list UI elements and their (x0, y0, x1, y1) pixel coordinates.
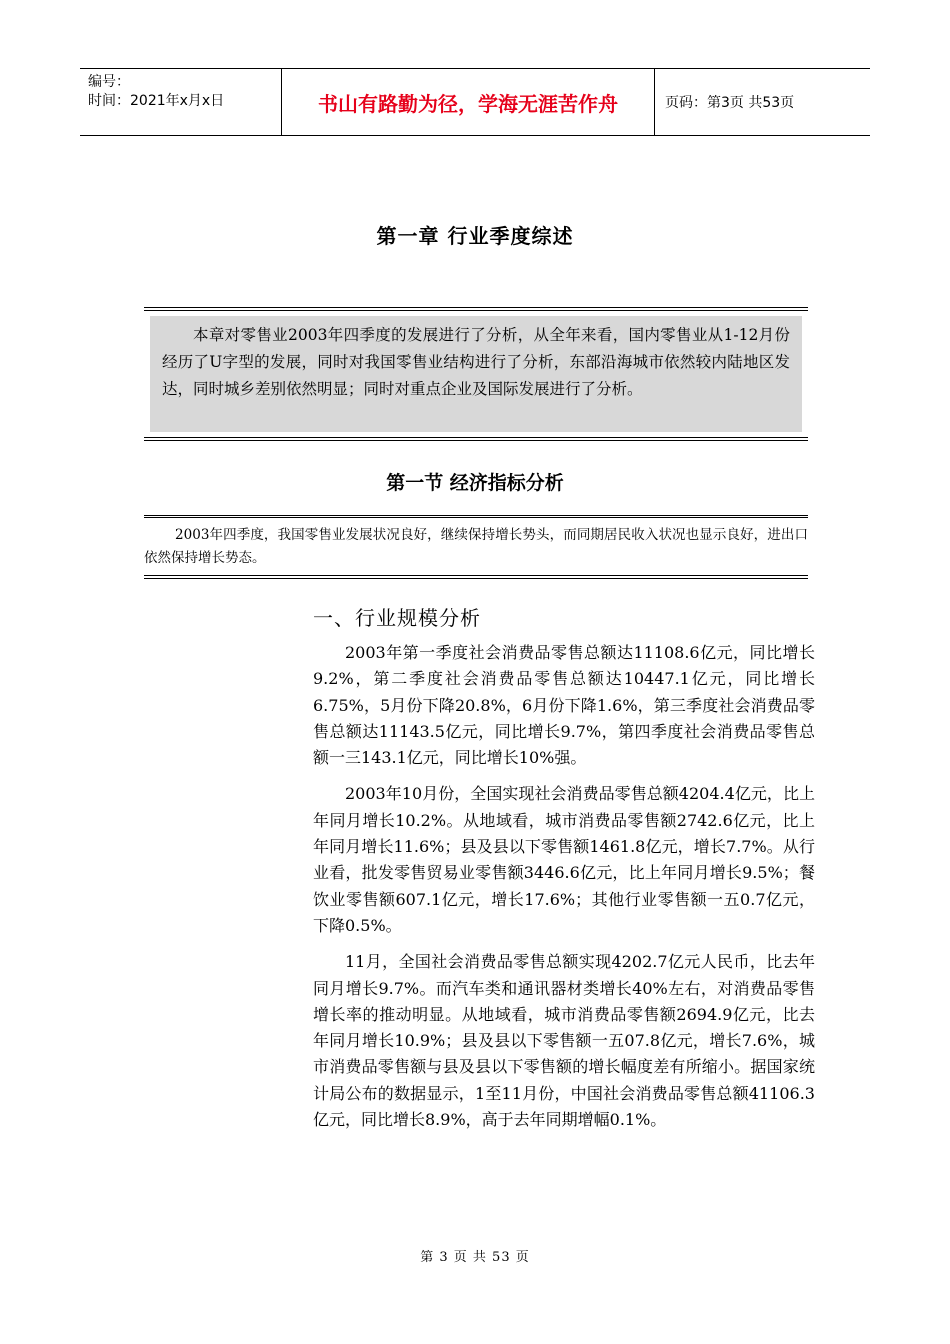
section-summary: 2003年四季度，我国零售业发展状况良好，继续保持增长势头，而同期居民收入状况也显示良好，进出口依然保持增长势态。 (144, 515, 808, 579)
header-page-info: 页码：第3页 共53页 (665, 95, 795, 111)
paragraph: 2003年第一季度社会消费品零售总额达11108.6亿元，同比增长9.2%，第二季度社会消费品零售总额达10447.1亿元，同比增长6.75%，5月份下降20.8%，6月份下降1.6%，第三季度社会消费品零售总额达11143.5亿元，同比增长9.7%，第四季度社会消费品零售总额一三143.1亿元，同比增长10%强。 (313, 643, 815, 768)
page-footer: 第 3 页 共 53 页 (420, 1250, 530, 1265)
document-time-label: 时间：2021年x月x日 (88, 93, 225, 109)
header-motto: 书山有路勤为径，学海无涯苦作舟 (282, 69, 655, 135)
chapter-title: 第一章 行业季度综述 (376, 224, 574, 248)
paragraph: 2003年10月份，全国实现社会消费品零售总额4204.4亿元，比上年同月增长10.2%。从地域看，城市消费品零售额2742.6亿元，比上年同月增长11.6%；县及县以下零售额1461.8亿元，增长7.7%。从行业看，批发零售贸易业零售额3446.6亿元，比上年同月增长9.5%；餐饮业零售额607.1亿元，增长17.6%；其他行业零售额一五0.7亿元，下降0.5%。 (313, 784, 815, 935)
subsection-title: 一、行业规模分析 (313, 606, 481, 630)
abstract-box (144, 307, 808, 441)
header-meta (80, 69, 282, 135)
paragraph: 11月，全国社会消费品零售总额实现4202.7亿元人民币，比去年同月增长9.7%。而汽车类和通讯器材类增长40%左右，对消费品零售增长率的推动明显。从地域看，城市消费品零售额2694.9亿元，比去年同月增长10.9%；县及县以下零售额一五07.8亿元，增长7.6%，城市消费品零售额与县及县以下零售额的增长幅度差有所缩小。据国家统计局公布的数据显示，1至11月份，中国社会消费品零售总额41106.3亿元，同比增长8.9%，高于去年同期增幅0.1%。 (313, 952, 815, 1130)
body-text (313, 640, 815, 1143)
document-number-label: 编号： (88, 74, 130, 90)
header-table (80, 68, 870, 136)
abstract-text: 本章对零售业2003年四季度的发展进行了分析，从全年来看，国内零售业从1-12月份经历了U字型的发展，同时对我国零售业结构进行了分析，东部沿海城市依然较内陆地区发达，同时城乡差别依然明显；同时对重点企业及国际发展进行了分析。 (150, 316, 802, 432)
section-title: 第一节 经济指标分析 (386, 472, 564, 494)
